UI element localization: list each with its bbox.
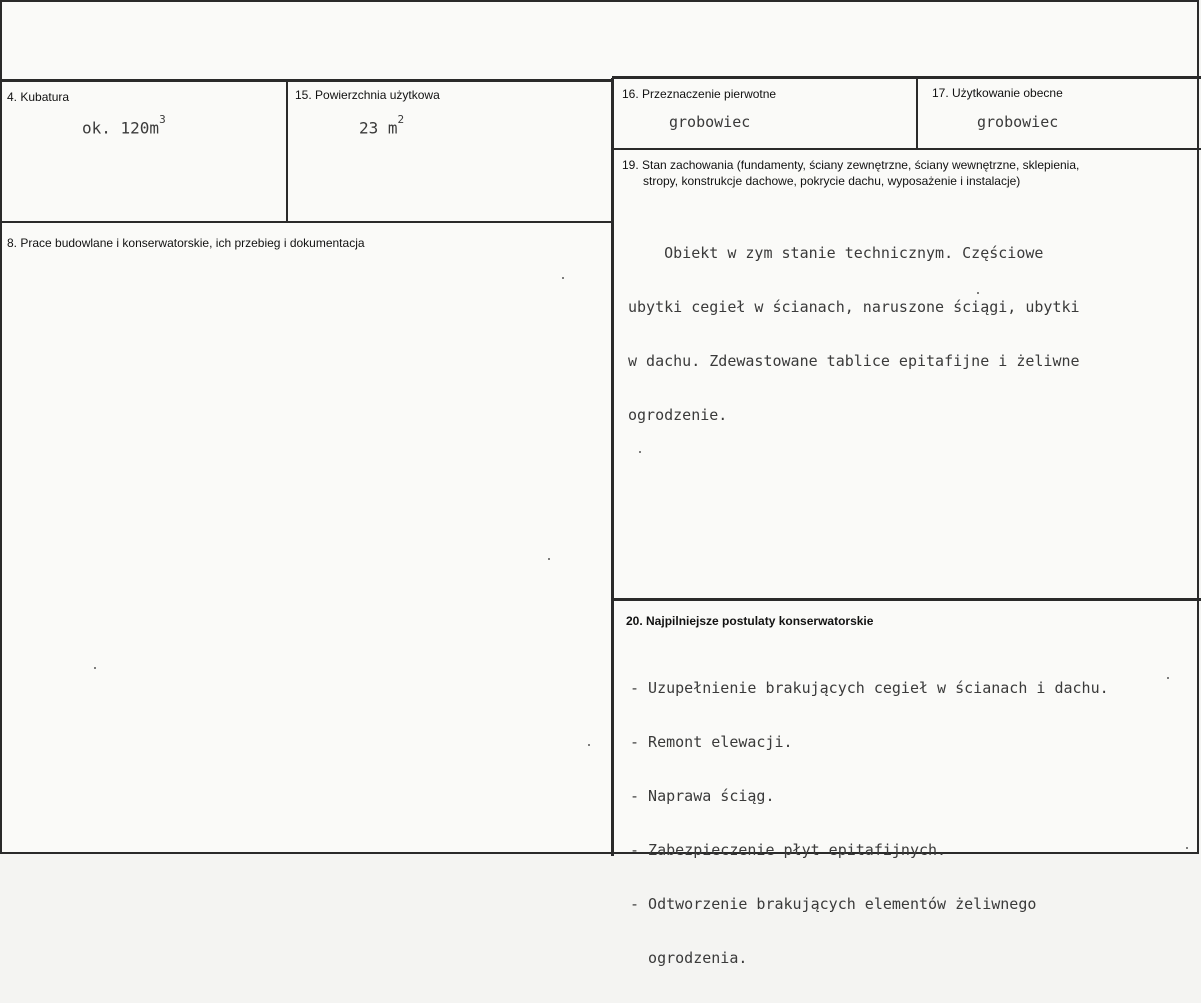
f19-text-line: ubytki cegieł w ścianach, naruszone ściągi, ubytki	[628, 298, 1080, 316]
f15-value-text: 23 m	[359, 118, 398, 138]
scan-speck	[588, 744, 590, 746]
f14-value-text: ok. 120m	[82, 118, 160, 138]
rule-top-left	[2, 79, 614, 82]
f14-value-sup: 3	[159, 113, 166, 126]
scan-speck	[1167, 677, 1169, 679]
f19-label-line2: stropy, konstrukcje dachowe, pokrycie dachu, wyposażenie i instalacje)	[643, 174, 1021, 188]
f19-text-line: w dachu. Zdewastowane tablice epitafijne i żeliwne	[628, 352, 1080, 370]
f16-label: 16. Przeznaczenie pierwotne	[622, 87, 777, 101]
f20-item: - Naprawa ściąg.	[630, 787, 775, 805]
f19-text-line: Obiekt w zym stanie technicznym. Częściowe	[628, 244, 1044, 262]
f20-item: ogrodzenia.	[630, 949, 748, 967]
f20-item: - Zabezpieczenie płyt epitafijnych.	[630, 841, 947, 859]
f19-label-line1: 19. Stan zachowania (fundamenty, ściany zewnętrzne, ściany wewnętrzne, sklepienia,	[622, 158, 1080, 172]
rule-right-low	[613, 598, 1201, 601]
f17-label: 17. Użytkowanie obecne	[932, 86, 1063, 100]
divider-f16-f17	[916, 77, 918, 150]
f16-value: grobowiec	[669, 113, 751, 131]
f20-label: 20. Najpilniejsze postulaty konserwatorskie	[626, 614, 874, 628]
f20-list	[630, 643, 1109, 1003]
f15-label: 15. Powierzchnia użytkowa	[295, 88, 440, 102]
f19-text-line: ogrodzenie.	[628, 406, 728, 424]
rule-left-mid	[2, 221, 613, 223]
f17-value: grobowiec	[977, 113, 1059, 131]
f20-item: - Remont elewacji.	[630, 733, 793, 751]
rule-top-right	[612, 76, 1201, 79]
scan-speck	[562, 277, 564, 279]
f14-value	[82, 115, 166, 137]
f15-value	[359, 115, 404, 137]
f18-label: 8. Prace budowlane i konserwatorskie, ich przebieg i dokumentacja	[7, 236, 365, 250]
divider-f14-f15	[286, 80, 288, 223]
f20-item: - Odtworzenie brakujących elementów żeliwnego	[630, 895, 1037, 913]
divider-main	[611, 78, 614, 856]
f20-item: - Uzupełnienie brakujących cegieł w ścianach i dachu.	[630, 679, 1109, 697]
f19-text	[628, 208, 1080, 460]
f14-label: 4. Kubatura	[7, 90, 70, 104]
scan-speck	[639, 451, 641, 453]
scan-speck	[1186, 847, 1188, 849]
rule-right-mid	[613, 148, 1201, 150]
scan-speck	[94, 667, 96, 669]
f15-value-sup: 2	[397, 113, 405, 126]
scan-speck	[977, 292, 979, 294]
scan-speck	[548, 558, 550, 560]
